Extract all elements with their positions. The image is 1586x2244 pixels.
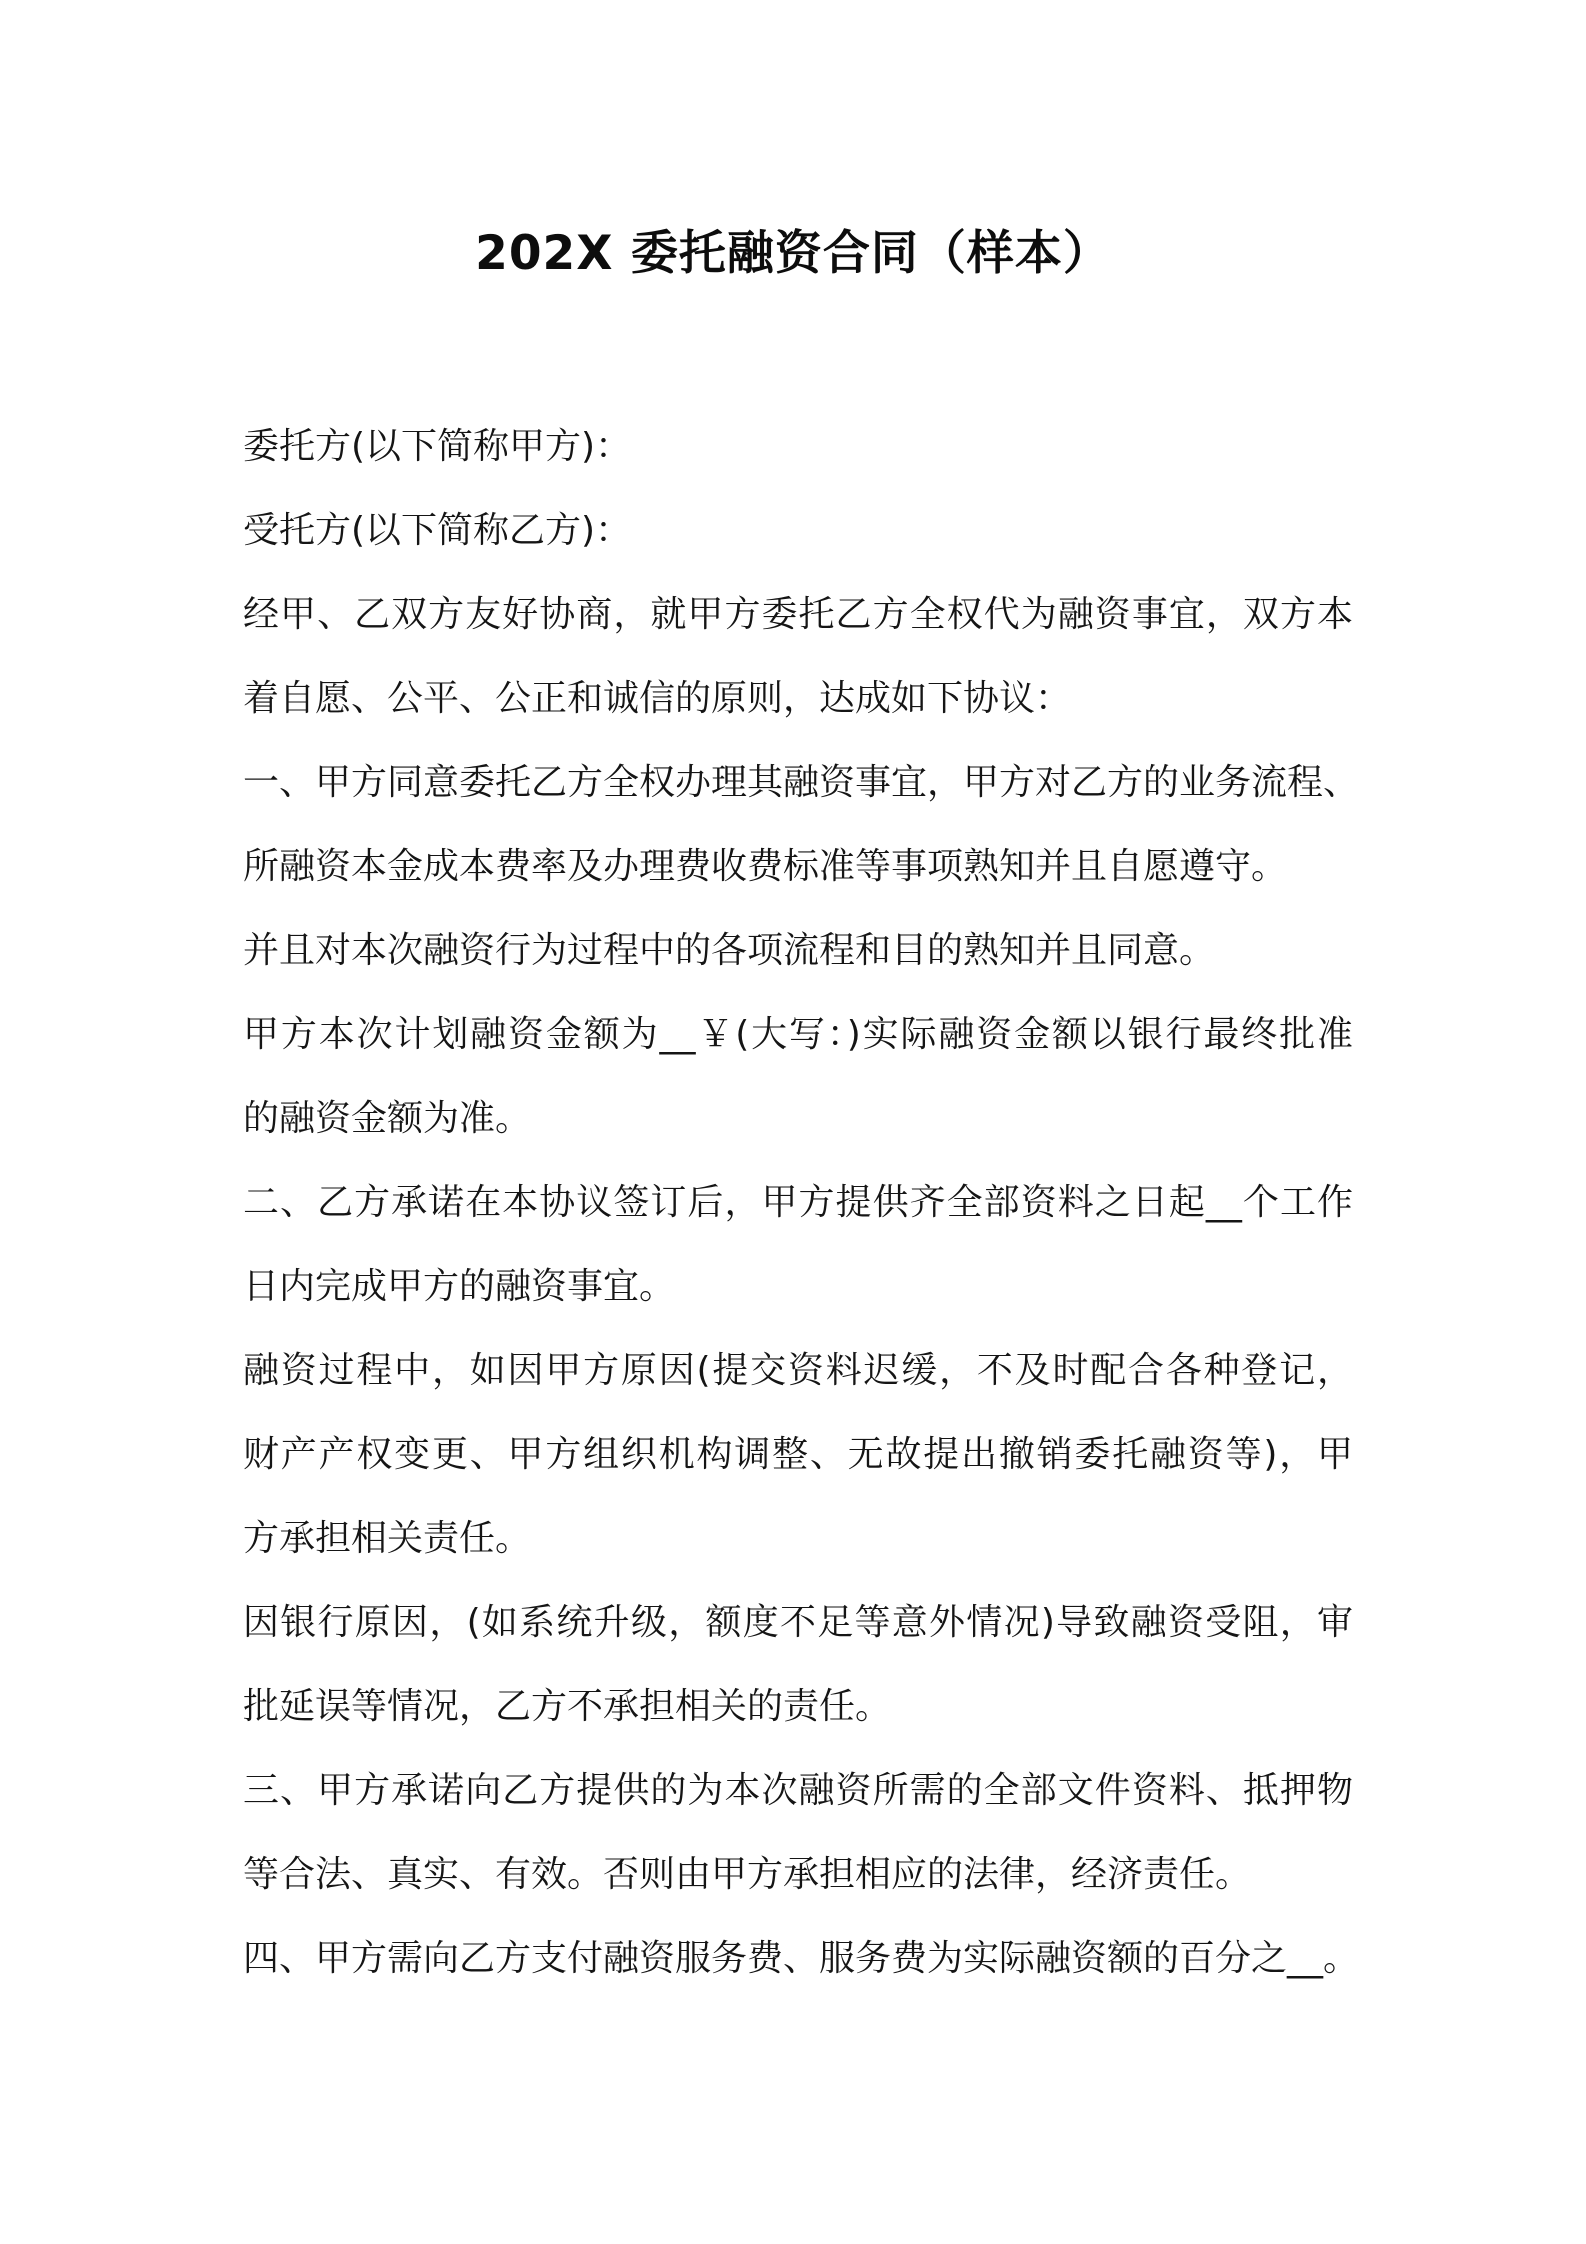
line-clause-4-a: 四、甲方需向乙方支付融资服务费、服务费为实际融资额的百分之__。 [243, 1938, 1360, 1979]
document-title: 202X 委托融资合同（样本） [475, 226, 1111, 281]
line-clause-1-d: 甲方本次计划融资金额为__￥(大写：)实际融资金额以银行最终批准 [243, 1014, 1353, 1055]
line-clause-2-d: 财产产权变更、甲方组织机构调整、无故提出撤销委托融资等)，甲 [243, 1434, 1353, 1475]
line-clause-1-c: 并且对本次融资行为过程中的各项流程和目的熟知并且同意。 [243, 930, 1216, 971]
line-clause-2-b: 日内完成甲方的融资事宜。 [243, 1266, 676, 1307]
line-clause-2-c: 融资过程中，如因甲方原因(提交资料迟缓，不及时配合各种登记， [243, 1350, 1353, 1391]
line-clause-2-e: 方承担相关责任。 [243, 1518, 532, 1559]
line-clause-3-b: 等合法、真实、有效。否则由甲方承担相应的法律，经济责任。 [243, 1854, 1252, 1895]
line-clause-3-a: 三、甲方承诺向乙方提供的为本次融资所需的全部文件资料、抵押物 [243, 1770, 1353, 1811]
line-principal-party: 委托方(以下简称甲方)： [243, 426, 632, 467]
line-clause-1-a: 一、甲方同意委托乙方全权办理其融资事宜，甲方对乙方的业务流程、 [243, 762, 1360, 803]
line-clause-2-a: 二、乙方承诺在本协议签订后，甲方提供齐全部资料之日起__个工作 [243, 1182, 1353, 1223]
document-body [243, 405, 1360, 2001]
line-clause-2-f: 因银行原因，(如系统升级，额度不足等意外情况)导致融资受阻，审 [243, 1602, 1353, 1643]
line-agent-party: 受托方(以下简称乙方)： [243, 510, 632, 551]
line-clause-1-b: 所融资本金成本费率及办理费收费标准等事项熟知并且自愿遵守。 [243, 846, 1288, 887]
line-preamble-2: 着自愿、公平、公正和诚信的原则，达成如下协议： [243, 678, 1072, 719]
line-clause-1-e: 的融资金额为准。 [243, 1098, 532, 1139]
line-preamble-1: 经甲、乙双方友好协商，就甲方委托乙方全权代为融资事宜，双方本 [243, 594, 1353, 635]
line-clause-2-g: 批延误等情况，乙方不承担相关的责任。 [243, 1686, 892, 1727]
